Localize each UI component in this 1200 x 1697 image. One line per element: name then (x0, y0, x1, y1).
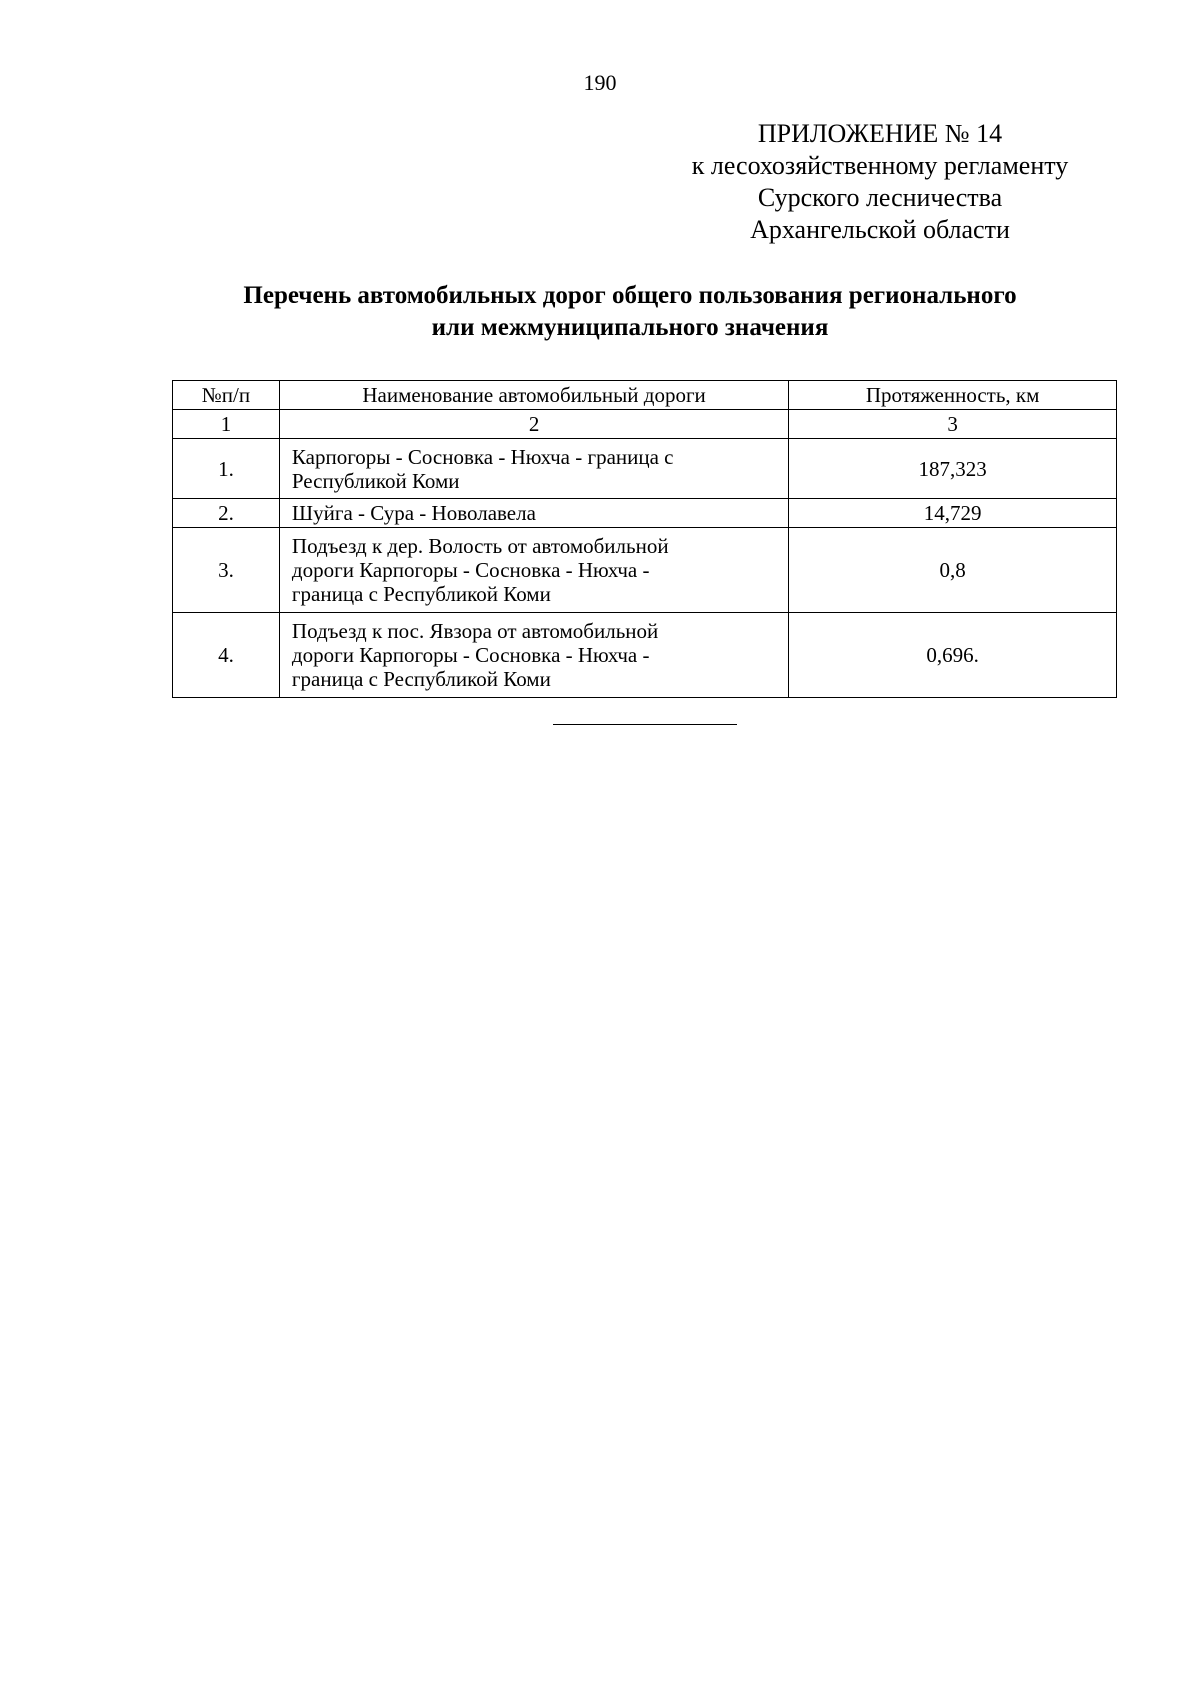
column-number-3: 3 (789, 410, 1117, 439)
appendix-line-4: Архангельской области (750, 215, 1010, 244)
road-name (279, 439, 788, 499)
road-length: 0,696. (789, 613, 1117, 698)
document-title-line-2: или межмуниципального значения (431, 314, 829, 341)
road-length: 14,729 (789, 499, 1117, 528)
table-row (173, 439, 1117, 499)
appendix-line-3: Сурского лесничества (757, 183, 1003, 212)
row-number: 1. (173, 439, 280, 499)
road-length: 187,323 (789, 439, 1117, 499)
header-number: №п/п (173, 381, 280, 410)
road-name (279, 499, 788, 528)
table-row (173, 528, 1117, 613)
document-title (170, 280, 1090, 344)
appendix-line-2: к лесохозяйственному регламенту (691, 151, 1069, 180)
road-name (279, 528, 788, 613)
page-number: 190 (583, 70, 617, 95)
road-name-line: Подъезд к пос. Явзора от автомобильной (291, 619, 659, 643)
road-name-line: граница с Республикой Коми (291, 582, 551, 606)
road-name (279, 613, 788, 698)
road-name-line: Республикой Коми (291, 468, 460, 493)
header-length: Протяженность, км (789, 381, 1117, 410)
table-column-number-row (173, 410, 1117, 439)
row-number: 3. (173, 528, 280, 613)
road-name-line: дороги Карпогоры - Сосновка - Нюхча - (291, 558, 650, 582)
appendix-heading (640, 118, 1120, 246)
document-title-line-1: Перечень автомобильных дорог общего пользования регионального (243, 282, 1017, 309)
road-name-line: Шуйга - Сура - Новолавела (291, 501, 536, 525)
appendix-title: ПРИЛОЖЕНИЕ № 14 (757, 119, 1003, 148)
road-name-line: дороги Карпогоры - Сосновка - Нюхча - (291, 643, 650, 667)
roads-table (172, 380, 1117, 698)
road-name-line: граница с Республикой Коми (291, 667, 551, 691)
road-length: 0,8 (789, 528, 1117, 613)
table-row (173, 613, 1117, 698)
column-number-1: 1 (173, 410, 280, 439)
road-name-line: Подъезд к дер. Волость от автомобильной (291, 534, 669, 558)
table-row (173, 499, 1117, 528)
row-number: 2. (173, 499, 280, 528)
closing-divider (553, 724, 737, 725)
road-name-line: Карпогоры - Сосновка - Нюхча - граница с (291, 444, 674, 469)
header-road-name: Наименование автомобильный дороги (279, 381, 788, 410)
column-number-2: 2 (279, 410, 788, 439)
row-number: 4. (173, 613, 280, 698)
table-header-row (173, 381, 1117, 410)
